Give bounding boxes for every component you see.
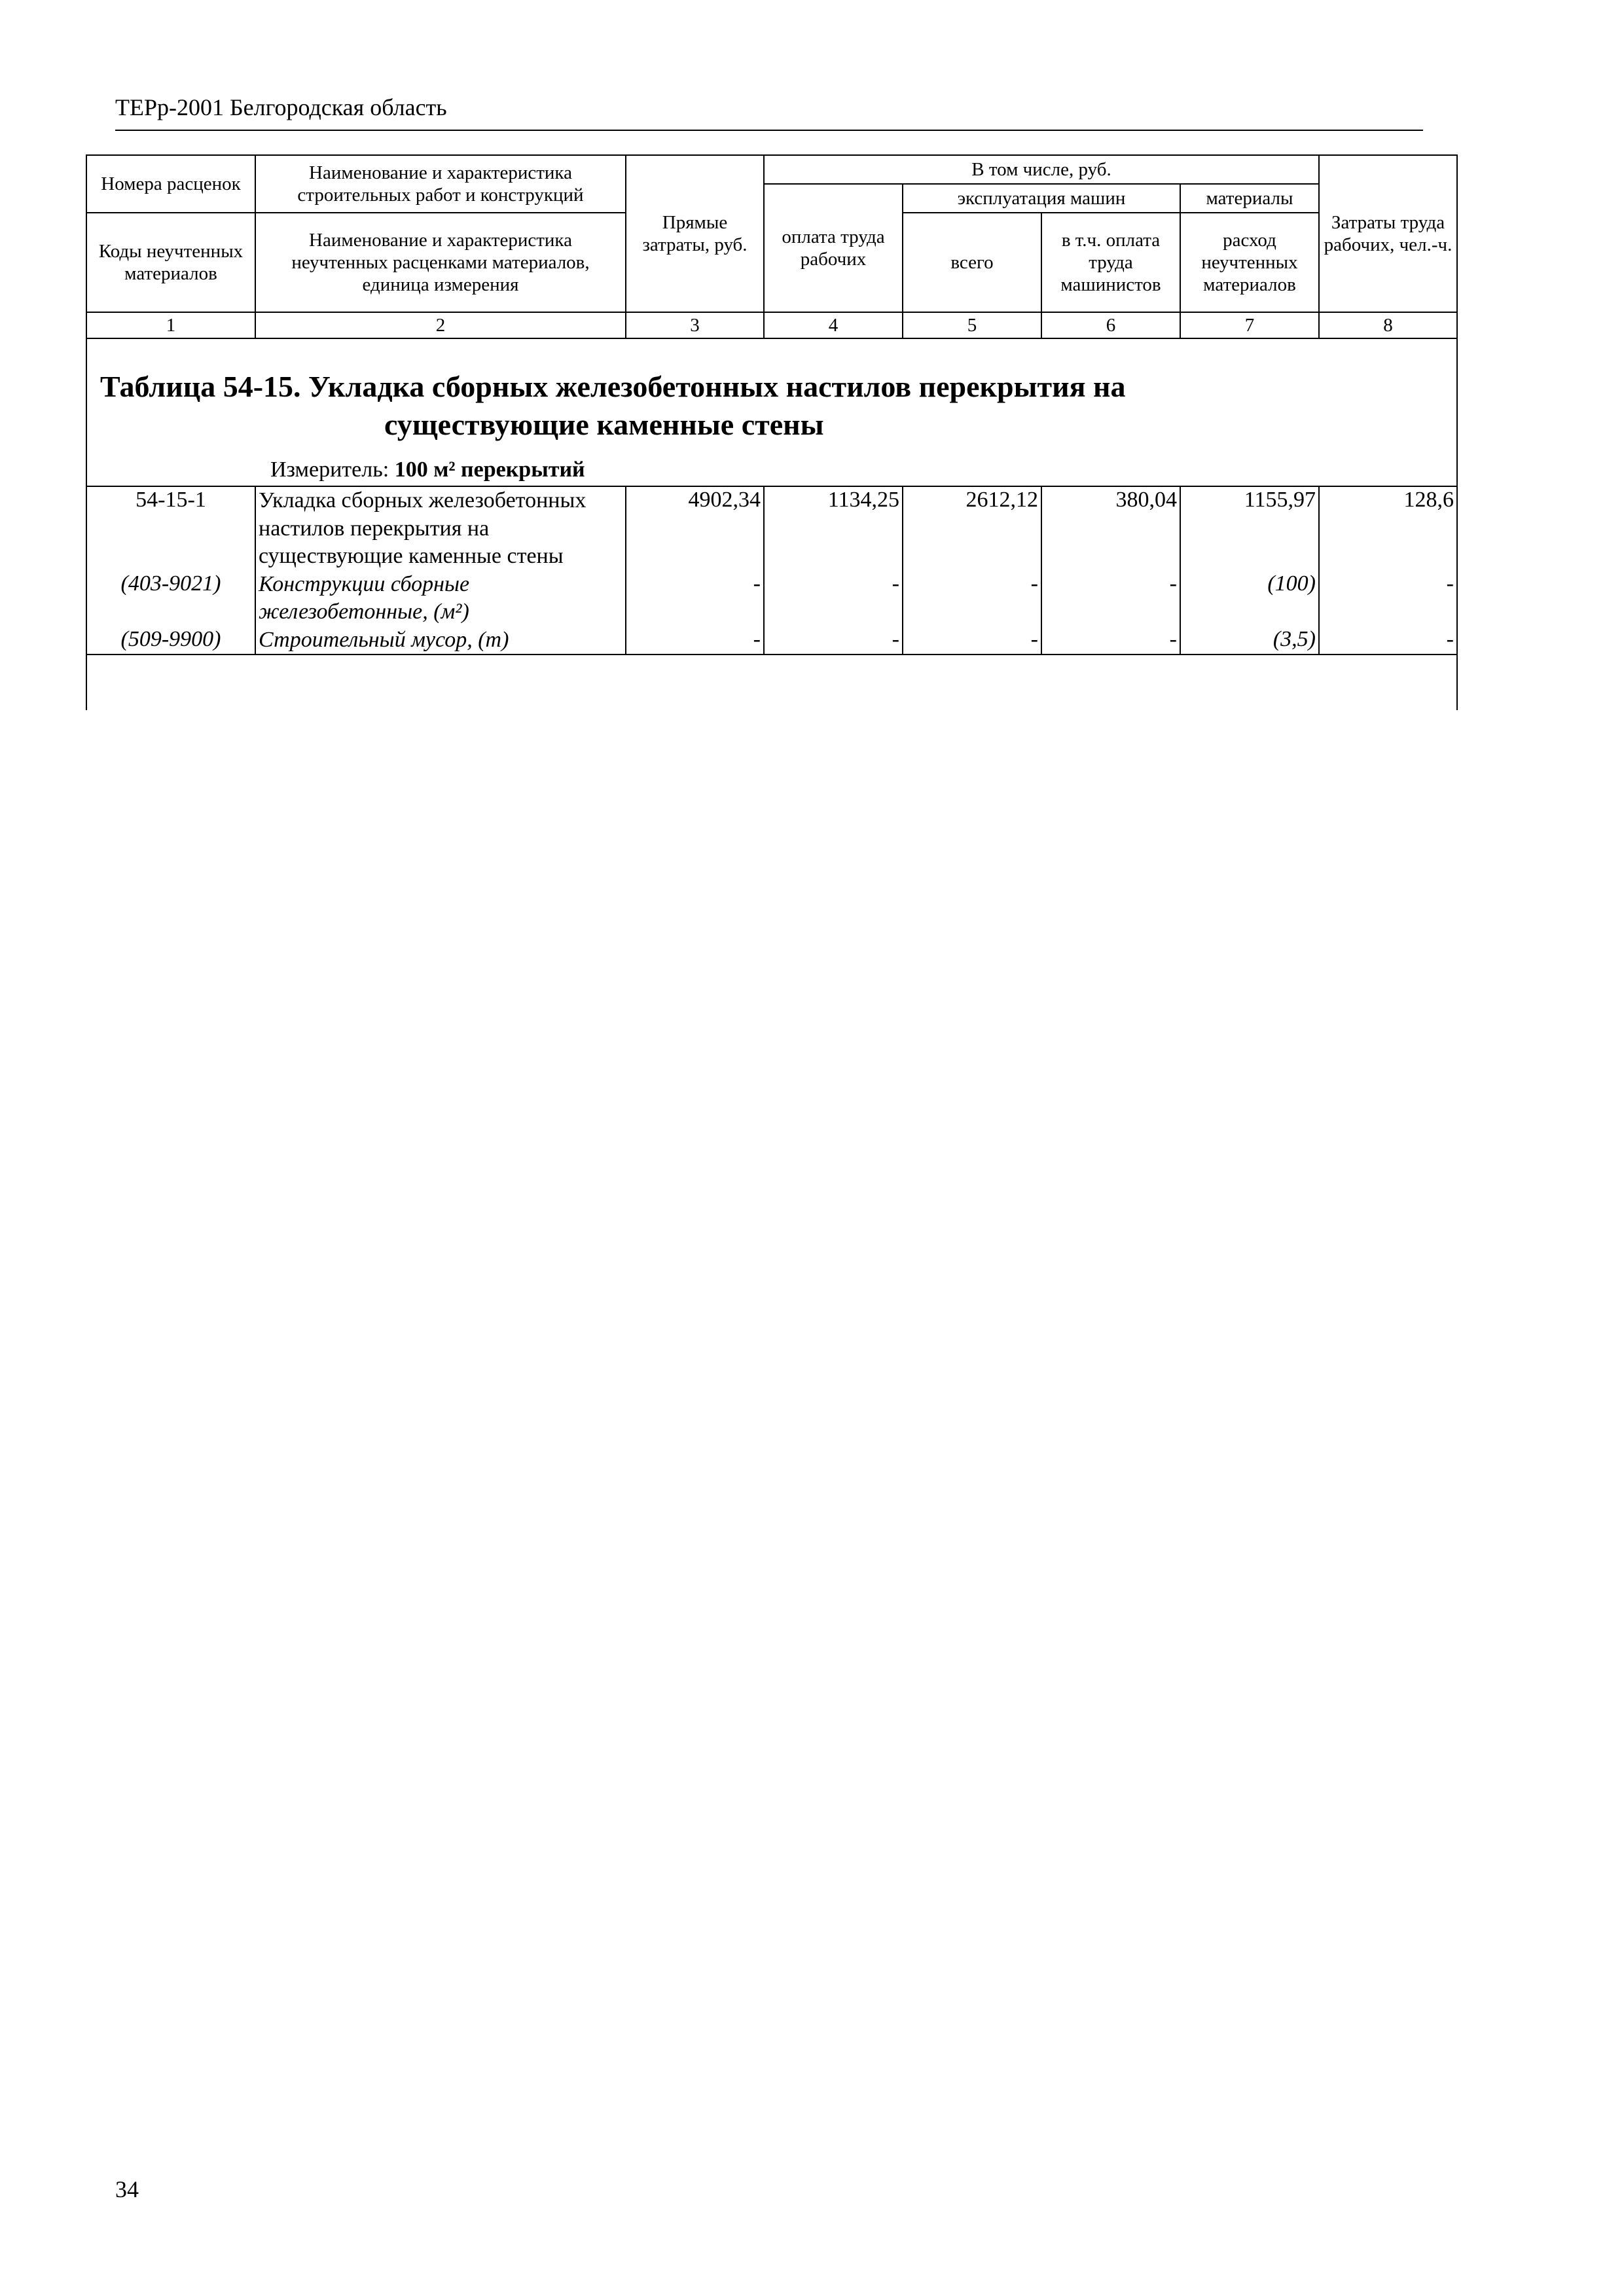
rates-table bbox=[86, 154, 1458, 710]
table-continuation bbox=[86, 655, 1457, 710]
section-title-cell bbox=[86, 338, 1457, 486]
machines-total-value: - bbox=[903, 626, 1041, 655]
header-materials-usage: расход неучтенных материалов bbox=[1180, 213, 1319, 312]
column-numbers-row bbox=[86, 312, 1457, 338]
header-material-name: Наименование и характеристика неучтенных расценками материалов, единица измерения bbox=[255, 213, 626, 312]
material-code: (509-9900) bbox=[86, 626, 255, 655]
table-title-line-1: Таблица 54-15. Укладка сборных железобетонных настилов перекрытия на bbox=[100, 370, 1126, 403]
direct-costs-value: - bbox=[626, 571, 764, 626]
column-number: 2 bbox=[255, 312, 626, 338]
machines-total-value: 2612,12 bbox=[903, 486, 1041, 571]
machines-total-value: - bbox=[903, 571, 1041, 626]
labor-hours-value: - bbox=[1319, 626, 1457, 655]
column-number: 1 bbox=[86, 312, 255, 338]
column-number: 8 bbox=[1319, 312, 1457, 338]
header-material-codes: Коды неучтенных материалов bbox=[86, 213, 255, 312]
header-direct-costs: Прямые затраты, руб. bbox=[626, 155, 764, 312]
materials-value: 1155,97 bbox=[1180, 486, 1319, 571]
header-labor-pay: оплата труда рабочих bbox=[764, 184, 903, 312]
rate-name: Укладка сборных железобетонных настилов перекрытия на существующие каменные стены bbox=[255, 486, 626, 571]
header-labor-hours: Затраты труда рабочих, чел.-ч. bbox=[1319, 155, 1457, 312]
header-row-1 bbox=[86, 155, 1457, 184]
page-number: 34 bbox=[115, 2176, 139, 2202]
header-rule bbox=[115, 130, 1423, 131]
measure-label: Измеритель: bbox=[270, 457, 389, 482]
measure-line bbox=[270, 457, 585, 483]
header-machinists-pay: в т.ч. оплата труда машинистов bbox=[1041, 213, 1180, 312]
header-rate-numbers: Номера расценок bbox=[86, 155, 255, 213]
materials-value: (100) bbox=[1180, 571, 1319, 626]
table-title bbox=[100, 368, 1383, 444]
material-code: (403-9021) bbox=[86, 571, 255, 626]
header-materials: материалы bbox=[1180, 184, 1319, 213]
page-header-title: ТЕРр-2001 Белгородская область bbox=[115, 94, 447, 120]
header-work-name: Наименование и характеристика строительных работ и конструкций bbox=[255, 155, 626, 213]
materials-value: (3,5) bbox=[1180, 626, 1319, 655]
column-number: 6 bbox=[1041, 312, 1180, 338]
table-row bbox=[86, 626, 1457, 655]
section-title-row bbox=[86, 338, 1457, 486]
table-title-line-2: существующие каменные стены bbox=[384, 408, 824, 441]
labor-hours-value: 128,6 bbox=[1319, 486, 1457, 571]
material-name: Конструкции сборные железобетонные, (м²) bbox=[255, 571, 626, 626]
table-row bbox=[86, 486, 1457, 571]
table-continuation-cell bbox=[86, 655, 1457, 710]
header-including: В том числе, руб. bbox=[764, 155, 1319, 184]
rate-code: 54-15-1 bbox=[86, 486, 255, 571]
table-row bbox=[86, 571, 1457, 626]
direct-costs-value: 4902,34 bbox=[626, 486, 764, 571]
labor-pay-value: 1134,25 bbox=[764, 486, 903, 571]
machinists-pay-value: - bbox=[1041, 571, 1180, 626]
machinists-pay-value: - bbox=[1041, 626, 1180, 655]
direct-costs-value: - bbox=[626, 626, 764, 655]
header-machines: эксплуатация машин bbox=[903, 184, 1180, 213]
column-number: 7 bbox=[1180, 312, 1319, 338]
header-machines-total: всего bbox=[903, 213, 1041, 312]
labor-hours-value: - bbox=[1319, 571, 1457, 626]
labor-pay-value: - bbox=[764, 571, 903, 626]
column-number: 4 bbox=[764, 312, 903, 338]
measure-unit: 100 м² перекрытий bbox=[394, 457, 585, 482]
column-number: 5 bbox=[903, 312, 1041, 338]
machinists-pay-value: 380,04 bbox=[1041, 486, 1180, 571]
column-number: 3 bbox=[626, 312, 764, 338]
material-name: Строительный мусор, (т) bbox=[255, 626, 626, 655]
labor-pay-value: - bbox=[764, 626, 903, 655]
